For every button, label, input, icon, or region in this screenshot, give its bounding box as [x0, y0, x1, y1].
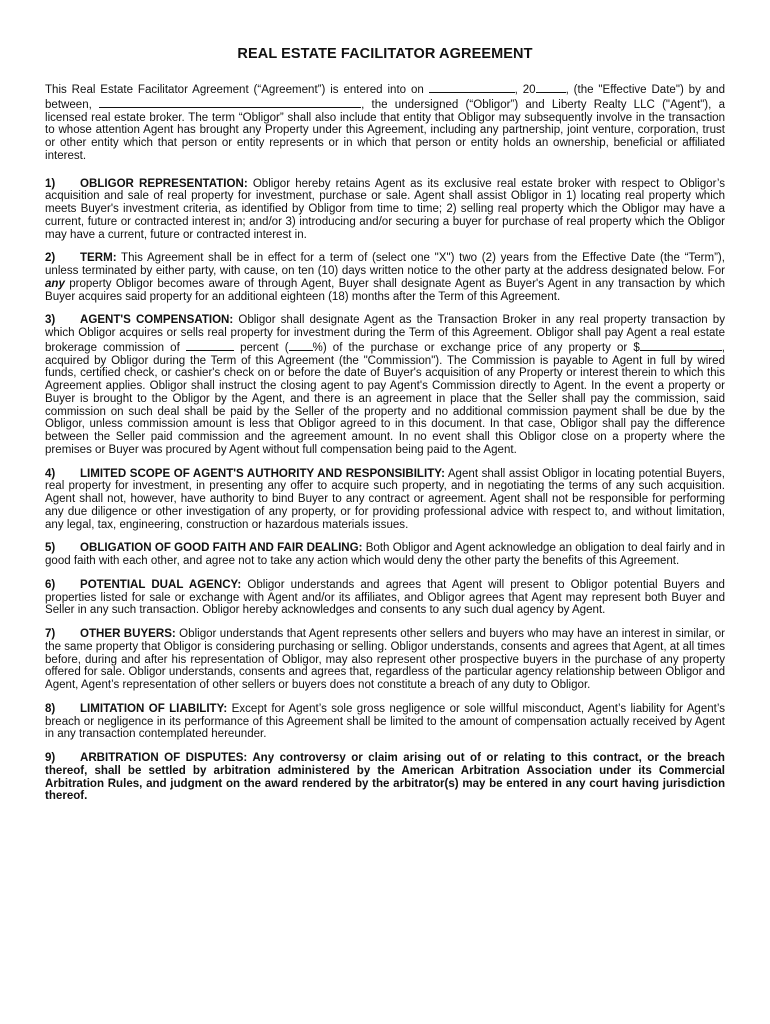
section-3-heading: AGENT'S COMPENSATION: [80, 314, 234, 327]
section-8-number: 8) [45, 702, 56, 715]
section-2-text-2: property Obligor becomes aware of through Agent, Buyer shall designate Agent as Buyer's Agent in any transaction by which Buyer acquires said property for an additional eighteen (18) months after the Term of this Agreement. [45, 277, 725, 303]
section-8-heading: LIMITATION OF LIABILITY: [80, 702, 228, 715]
section-7-heading: OTHER BUYERS: [80, 628, 176, 640]
commission-percent-blank[interactable] [289, 340, 313, 351]
section-4-heading: LIMITED SCOPE OF AGENT'S AUTHORITY AND RESPONSIBILITY: [80, 467, 445, 480]
section-2 [45, 252, 725, 303]
section-7-number: 7) [45, 628, 56, 640]
date-blank[interactable] [429, 82, 515, 93]
section-2-number: 2) [45, 252, 56, 265]
section-8 [45, 703, 725, 741]
section-4-text: Agent shall assist Obligor in locating potential Buyers, real property for investment, in presenting any offer to acquire such property, and in negotiating the terms of any such acquisition. Agent shall not, however, have authority to bind Buyer to any contract or agreement. Agent shall not be responsible for performing any due diligence or other investigation of any property, or for providing professional advice with respect to, and without limitation, any legal, tax, engineering, construction or hazardous materials issues. [45, 467, 725, 531]
section-2-emphasis: any [45, 277, 65, 290]
section-3-text-3: %) of the purchase or exchange price of any property or $ [312, 341, 640, 354]
intro-text-1: This Real Estate Facilitator Agreement (“Agreement”) is entered into on [45, 84, 424, 96]
obligor-name-blank[interactable] [99, 97, 361, 108]
commission-amount-blank[interactable] [640, 340, 722, 351]
section-4 [45, 468, 725, 532]
section-3-text-4: , acquired by Obligor during the Term of this Agreement (the "Commission"). The Commission is payable to Agent in full by wired funds, certified check, or cashier's check on or before the date of Buyer's acquisition of any Property or interest therein to which this Agreement applies. Obligor shall instruct the closing agent to pay Agent's Commission directly to Agent. In the event a property or Buyer is brought to the Obligor by the Agent, and there is an agreement in place that the Seller shall pay the commission, said commission on such deal shall be paid by the Seller of the property and no additional commission payment shall be due by the Obligor, unless commission amount is less that Obligor agreed to in this document. In that case, Obligor shall pay the difference between the Seller paid commission and the agreement amount. In no event shall this Obligor close on a property where the premises or Buyer was procured by Agent without full compensation being paid to the Agent. [45, 341, 725, 456]
section-3-text-2: percent ( [240, 341, 289, 354]
section-6 [45, 579, 725, 617]
section-2-heading: TERM: [80, 252, 117, 265]
intro-text-4: , the undersigned (“Obligor”) and Liberty Realty LLC ("Agent"), a licensed real estate broker. The term “Obligor” shall also include that entity that Obligor may subsequently involve in the transaction to whose attention Agent has brought any Property under this Agreement, including any partnership, joint venture, corporation, trust or other entity which that person or entity represents or in which that person or entity holds an ownership, beneficial or affiliated interest. [45, 98, 725, 162]
intro-text-2: , 20 [514, 84, 536, 96]
intro-text-3: , (the "Effective Date") by and between, [45, 84, 725, 111]
section-5-heading: OBLIGATION OF GOOD FAITH AND FAIR DEALING: [80, 542, 363, 555]
section-6-number: 6) [45, 578, 56, 591]
section-1-text: Obligor hereby retains Agent as its exclusive real estate broker with respect to Obligor’s acquisition and sale of real property for investment, purchase or sale. Agent shall assist Obligor in 1) locating real property which meets Buyer's investment criteria, as identified by Obligor from time to time; 2) selling real property which the Obligor may have a current, future or contracted interest in; and/or 3) introducing and/or securing a buyer for purchase of real property which the Obligor may have a current, future or contracted interest in. [45, 177, 725, 241]
document-title: REAL ESTATE FACILITATOR AGREEMENT [237, 46, 533, 62]
section-5-text: Both Obligor and Agent acknowledge an obligation to deal fairly and in good faith with each other, and agree not to take any action which would deny the other party the benefits of this Agreement. [45, 542, 725, 567]
section-3 [45, 314, 725, 456]
section-5 [45, 542, 725, 568]
year-blank[interactable] [536, 82, 566, 93]
section-1 [45, 178, 725, 242]
section-9 [45, 752, 725, 803]
intro-paragraph [45, 82, 725, 163]
section-9-heading: ARBITRATION OF DISPUTES: [80, 752, 248, 764]
section-3-text-1: Obligor shall designate Agent as the Transaction Broker in any real property transaction by which Obligor acquires or sells real property for investment during the Term of this Agreement. Obligor shall pay Agent a real estate brokerage commission of [45, 314, 725, 354]
section-6-text: Obligor understands and agrees that Agent will present to Obligor potential Buyers and properties listed for sale or exchange with Agent and/or its affiliates, and Obligor agrees that Agent may represent both Buyer and Seller in any such transaction. Obligor hereby acknowledges and consents to any such dual agency by Agent. [45, 578, 725, 617]
section-8-text: Except for Agent’s sole gross negligence or sole willful misconduct, Agent’s liability for Agent’s breach or negligence in its performance of this Agreement shall be limited to the amount of compensation actually received by Agent in any transaction contemplated hereunder. [45, 702, 726, 741]
section-9-text: Any controversy or claim arising out of or relating to this contract, or the breach thereof, shall be settled by arbitration administered by the American Arbitration Association under its Commercial Arbitration Rules, and judgment on the award rendered by the arbitrator(s) may be entered in any court having jurisdiction thereof. [45, 752, 725, 803]
section-4-number: 4) [45, 467, 56, 480]
section-5-number: 5) [45, 542, 56, 555]
section-7 [45, 628, 725, 692]
section-1-number: 1) [45, 177, 56, 190]
section-3-number: 3) [45, 314, 56, 327]
commission-percent-words-blank[interactable] [186, 340, 234, 351]
section-2-text-1: This Agreement shall be in effect for a term of (select one "X") two (2) years from the Effective Date (the “Term”), unless terminated by either party, with cause, on ten (10) days written notice to the other party at the address designated below. For [45, 252, 725, 277]
section-1-heading: OBLIGOR REPRESENTATION: [80, 177, 248, 190]
section-6-heading: POTENTIAL DUAL AGENCY: [80, 578, 242, 591]
section-9-number: 9) [45, 752, 56, 764]
section-7-text: Obligor understands that Agent represents other sellers and buyers who may have an interest in similar, or the same property that Obligor is considering purchasing or selling. Obligor understands, consents and agrees that Agent, at all times before, during and after his representation of Obligor, may also represent other prospective buyers in the purchase of any property offered for sale. Obligor understands, consents and agrees that, regardless of the particular agency relationship between Obligor and Agent, Agent’s representation of other sellers or buyers does not constitute a breach of any duty to Obligor. [45, 628, 726, 691]
